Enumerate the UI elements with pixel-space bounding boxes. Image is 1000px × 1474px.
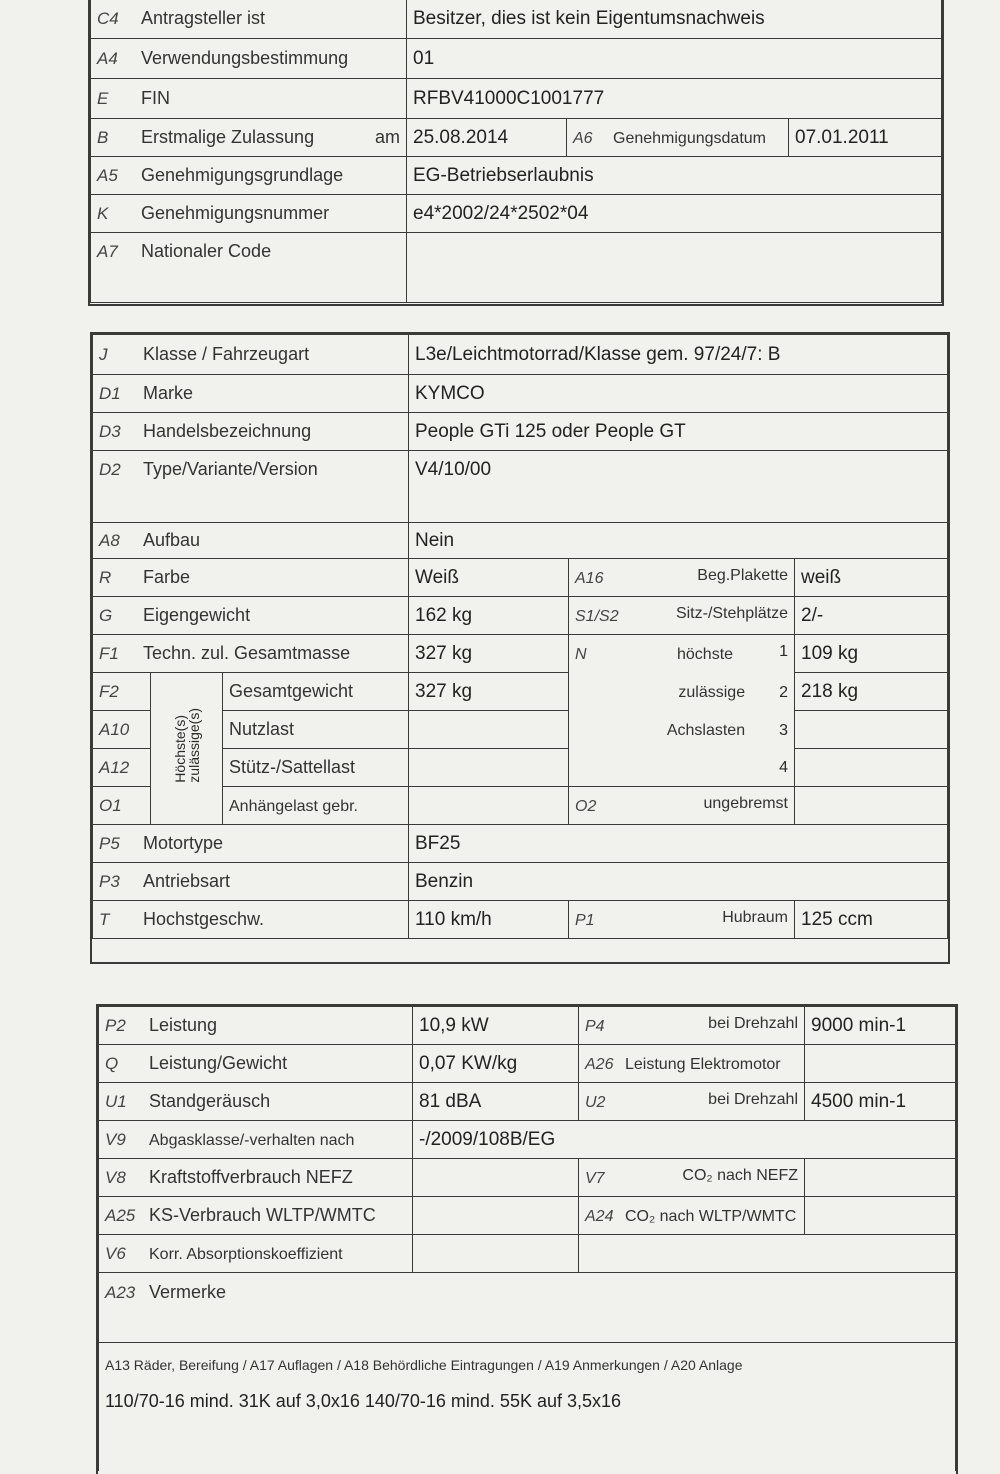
field-label: CO₂ nach WLTP/WMTC [625, 1207, 797, 1225]
field-value [805, 1159, 956, 1197]
field-code: B [97, 127, 109, 147]
row-a4 [91, 39, 942, 79]
field-label: Beg.Plakette [697, 566, 788, 584]
field-label: Klasse / Fahrzeugart [143, 343, 310, 364]
field-code: E [97, 88, 109, 108]
field-code: A25 [105, 1205, 136, 1225]
field-code: C4 [97, 8, 119, 28]
tires-value: 110/70-16 mind. 31K auf 3,0x16 140/70-16 mind. 55K auf 3,5x16 [105, 1391, 622, 1411]
field-code: G [99, 605, 113, 625]
field-label: Stütz-/Sattellast [229, 756, 356, 777]
field-code: P4 [585, 1017, 605, 1035]
field-label: Genehmigungsdatum [613, 129, 766, 147]
field-label: Standgeräusch [149, 1090, 271, 1111]
field-value [407, 233, 942, 303]
axle-number: 1 [779, 642, 788, 660]
row-j [93, 335, 948, 375]
field-code: A24 [585, 1207, 614, 1225]
field-label: Anhängelast gebr. [229, 797, 358, 815]
field-label: Genehmigungsnummer [141, 202, 330, 223]
field-label: bei Drehzahl [708, 1090, 798, 1108]
row-e [91, 79, 942, 119]
field-label: Leistung [149, 1014, 218, 1035]
first-registration-value: 25.08.2014 [407, 119, 567, 157]
field-code: P5 [99, 833, 120, 853]
field-code: T [99, 909, 110, 929]
field-code: F2 [99, 681, 119, 701]
field-label: Antragsteller ist [141, 7, 266, 28]
field-label: Techn. zul. Gesamtmasse [143, 642, 351, 663]
max-speed-value: 110 km/h [409, 901, 569, 939]
field-code: A5 [97, 165, 118, 185]
row-a5 [91, 157, 942, 195]
color-value: Weiß [409, 559, 569, 597]
row-a13 [99, 1343, 956, 1471]
vertical-label: zulässige(s) [185, 708, 202, 783]
field-code: O1 [99, 795, 122, 815]
axle-number: 2 [779, 683, 788, 701]
field-value: Nein [409, 523, 948, 559]
section-vehicle-data [90, 332, 950, 964]
field-label: ungebremst [703, 794, 788, 812]
axle-number: 4 [779, 759, 788, 777]
rpm-value: 4500 min-1 [805, 1083, 956, 1121]
field-label: Achslasten [666, 721, 746, 739]
tires-header: A13 Räder, Bereifung / A17 Auflagen / A18 Behördliche Eintragungen / A19 Anmerkungen / A20 Anlage [105, 1357, 743, 1373]
displacement-value: 125 ccm [795, 901, 948, 939]
field-value: EG-Betriebserlaubnis [407, 157, 942, 195]
field-code: P2 [105, 1015, 126, 1035]
field-label: Type/Variante/Version [143, 459, 318, 479]
power-weight-value: 0,07 KW/kg [413, 1045, 579, 1083]
seats-value: 2/- [795, 597, 948, 635]
row-a25 [99, 1197, 956, 1235]
field-value: e4*2002/24*2502*04 [407, 195, 942, 233]
vertical-label: Höchste(s) [171, 715, 188, 783]
axle-load-3-value [795, 711, 948, 749]
field-label: Sitz-/Stehplätze [675, 604, 788, 622]
gross-mass-value: 327 kg [409, 635, 569, 673]
field-code: P3 [99, 871, 120, 891]
row-f2 [93, 673, 948, 711]
row-p3 [93, 863, 948, 901]
field-value [805, 1197, 956, 1235]
field-label: Genehmigungsgrundlage [141, 164, 344, 185]
field-suffix: am [374, 126, 400, 147]
field-code: D3 [99, 421, 121, 441]
field-value [409, 749, 569, 787]
field-value [413, 1197, 579, 1235]
field-code: P1 [575, 911, 595, 929]
field-label: Abgasklasse/-verhalten nach [149, 1131, 355, 1149]
field-label: Eigengewicht [143, 604, 251, 625]
field-code: V8 [105, 1167, 126, 1187]
field-label: FIN [141, 87, 170, 108]
field-label: Motortype [143, 832, 224, 853]
field-label: Marke [143, 382, 194, 403]
trade-name-value: People GTi 125 oder People GT [409, 413, 948, 451]
field-label: zulässige [678, 683, 746, 701]
noise-value: 81 dBA [413, 1083, 579, 1121]
row-v8 [99, 1159, 956, 1197]
field-label: bei Drehzahl [708, 1014, 798, 1032]
row-v6 [99, 1235, 956, 1273]
field-label: Kraftstoffverbrauch NEFZ [149, 1166, 353, 1187]
field-label: Erstmalige Zulassung [141, 126, 315, 147]
field-label: Hochstgeschw. [143, 908, 265, 929]
curb-weight-value: 162 kg [409, 597, 569, 635]
field-code: A23 [105, 1283, 136, 1302]
field-code: U2 [585, 1093, 606, 1111]
field-code: A26 [585, 1055, 614, 1073]
field-label: Hubraum [722, 908, 788, 926]
row-p2 [99, 1007, 956, 1045]
row-q [99, 1045, 956, 1083]
rpm-value: 9000 min-1 [805, 1007, 956, 1045]
field-code: V9 [105, 1129, 126, 1149]
row-c4 [91, 0, 942, 39]
field-code: A7 [97, 242, 118, 261]
field-label: Nationaler Code [141, 241, 272, 261]
field-code: J [99, 344, 108, 364]
field-label: Farbe [143, 566, 191, 587]
field-label: höchste [677, 645, 734, 663]
field-value [805, 1045, 956, 1083]
row-r [93, 559, 948, 597]
field-code: A10 [99, 719, 130, 739]
field-value: weiß [795, 559, 948, 597]
fuel-type-value: Benzin [409, 863, 948, 901]
row-a8 [93, 523, 948, 559]
field-code: O2 [575, 797, 597, 815]
field-label: KS-Verbrauch WLTP/WMTC [149, 1204, 376, 1225]
brand-value: KYMCO [409, 375, 948, 413]
field-code: A4 [97, 48, 118, 68]
row-d3 [93, 413, 948, 451]
field-label: Handelsbezeichnung [143, 420, 312, 441]
row-a7 [91, 233, 942, 303]
row-g [93, 597, 948, 635]
engine-type-value: BF25 [409, 825, 948, 863]
row-k [91, 195, 942, 233]
row-v9 [99, 1121, 956, 1159]
field-code: A16 [575, 569, 604, 587]
field-code: A8 [99, 530, 120, 550]
field-label: Aufbau [143, 529, 201, 550]
vin-value: RFBV41000C1001777 [407, 79, 942, 119]
field-label: Antriebsart [143, 870, 231, 891]
field-label: Nutzlast [229, 718, 295, 739]
emission-class-value: -/2009/108B/EG [413, 1121, 956, 1159]
row-b [91, 119, 942, 157]
field-value: 01 [407, 39, 942, 79]
field-label: Leistung Elektromotor [625, 1055, 781, 1073]
field-label: Verwendungsbestimmung [141, 47, 349, 68]
type-value: V4/10/00 [409, 451, 948, 523]
field-code: Q [105, 1053, 119, 1073]
row-d1 [93, 375, 948, 413]
power-value: 10,9 kW [413, 1007, 579, 1045]
section-engine-data [96, 1004, 958, 1474]
field-code: S1/S2 [575, 607, 619, 625]
field-code: R [99, 567, 112, 587]
field-code: A12 [99, 757, 130, 777]
field-value [409, 711, 569, 749]
row-u1 [99, 1083, 956, 1121]
section-holder-info [88, 0, 944, 306]
field-code: D2 [99, 460, 121, 479]
axle-load-2-value: 218 kg [795, 673, 948, 711]
field-code: U1 [105, 1091, 127, 1111]
field-code: N [575, 645, 587, 663]
axle-load-1-value: 109 kg [795, 635, 948, 673]
field-code: V6 [105, 1243, 126, 1263]
field-value [409, 787, 569, 825]
row-a23 [99, 1273, 956, 1343]
field-code: V7 [585, 1169, 605, 1187]
field-label: Vermerke [149, 1282, 227, 1302]
field-label: Gesamtgewicht [229, 680, 354, 701]
field-code: D1 [99, 383, 121, 403]
row-p5 [93, 825, 948, 863]
field-value: Besitzer, dies ist kein Eigentumsnachweis [407, 0, 942, 39]
axle-load-4-value [795, 749, 948, 787]
field-value [413, 1235, 579, 1273]
row-d2 [93, 451, 948, 523]
field-label: CO₂ nach NEFZ [682, 1166, 798, 1184]
field-value: L3e/Leichtmotorrad/Klasse gem. 97/24/7: B [409, 335, 948, 375]
field-code: A6 [573, 129, 593, 147]
field-code: K [97, 203, 109, 223]
field-value [413, 1159, 579, 1197]
field-value [795, 787, 948, 825]
total-weight-value: 327 kg [409, 673, 569, 711]
axle-number: 3 [779, 721, 788, 739]
row-f1 [93, 635, 948, 673]
approval-date-value: 07.01.2011 [789, 119, 942, 157]
row-t [93, 901, 948, 939]
field-code: F1 [99, 643, 119, 663]
field-label: Leistung/Gewicht [149, 1052, 288, 1073]
field-label: Korr. Absorptionskoeffizient [149, 1245, 343, 1263]
